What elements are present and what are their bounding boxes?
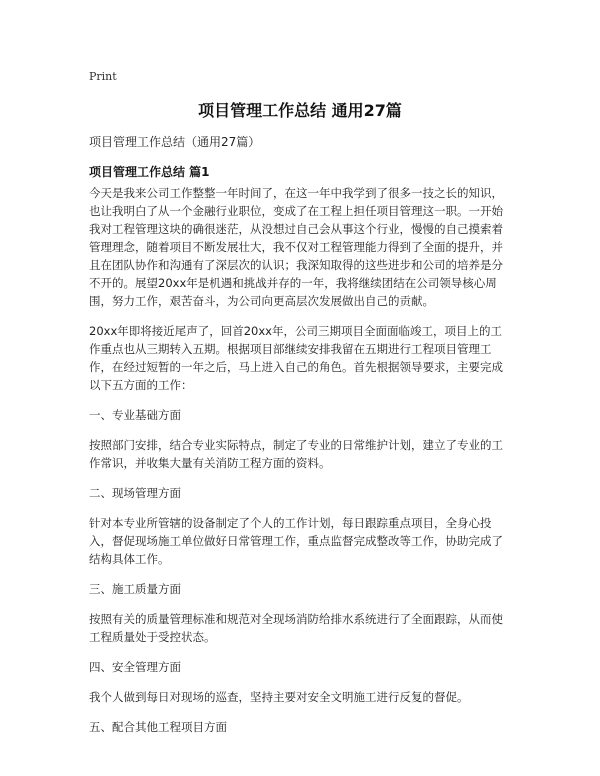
document-body: [89, 184, 513, 748]
heading-construction-quality: 三、施工质量方面: [89, 582, 181, 596]
paragraph-intro: 今天是我来公司工作整整一年时间了，在这一年中我学到了很多一技之长的知识，也让我明白了从一个金融行业职位，变成了在工程上担任项目管理这一职。一开始我对工程管理这块的确很迷茫，从没想过自己会从事这个行业，慢慢的自己摸索着管理理念，随着项目不断发展壮大，我不仅对工程管理能力得到了全面的提升，并且在团队协作和沟通有了深层次的认识；我深知取得的这些进步和公司的培养是分不开的。展望20xx年是机遇和挑战并存的一年，我将继续团结在公司领导核心周围，努力工作，艰苦奋斗，为公司向更高层次发展做出自己的贡献。: [89, 186, 503, 308]
paragraph-site-management: 针对本专业所管辖的设备制定了个人的工作计划，每日跟踪重点项目，全身心投入，督促现场施工单位做好日常管理工作，重点监督完成整改等工作，协助完成了结构具体工作。: [89, 516, 503, 566]
section-heading: 项目管理工作总结 篇1: [89, 165, 210, 179]
page-title: 项目管理工作总结 通用27篇: [198, 101, 402, 120]
paragraph-construction-quality: 按照有关的质量管理标准和规范对全现场消防给排水系统进行了全面跟踪，从而使工程质量处于受控状态。: [89, 612, 503, 644]
paragraph-safety-management: 我个人做到每日对现场的巡查，坚持主要对安全文明施工进行反复的督促。: [89, 690, 469, 704]
paragraph-overview: 20xx年即将接近尾声了，回首20xx年，公司三期项目全面面临竣工，项目上的工作重点也从三期转入五期。根据项目部继续安排我留在五期进行工程项目管理工作，在经过短暂的一年之后，马上进入自己的角色。首先根据领导要求，主要完成以下五方面的工作：: [89, 324, 503, 392]
print-link[interactable]: Print: [89, 70, 117, 83]
paragraph-professional-basics: 按照部门安排，结合专业实际特点，制定了专业的日常维护计划，建立了专业的工作常识，并收集大量有关消防工程方面的资料。: [89, 438, 503, 470]
heading-safety-management: 四、安全管理方面: [89, 660, 181, 674]
heading-site-management: 二、现场管理方面: [89, 486, 181, 500]
heading-professional-basics: 一、专业基础方面: [89, 408, 181, 422]
heading-other-projects: 五、配合其他工程项目方面: [89, 720, 227, 734]
document-subtitle: 项目管理工作总结（通用27篇）: [89, 135, 261, 149]
